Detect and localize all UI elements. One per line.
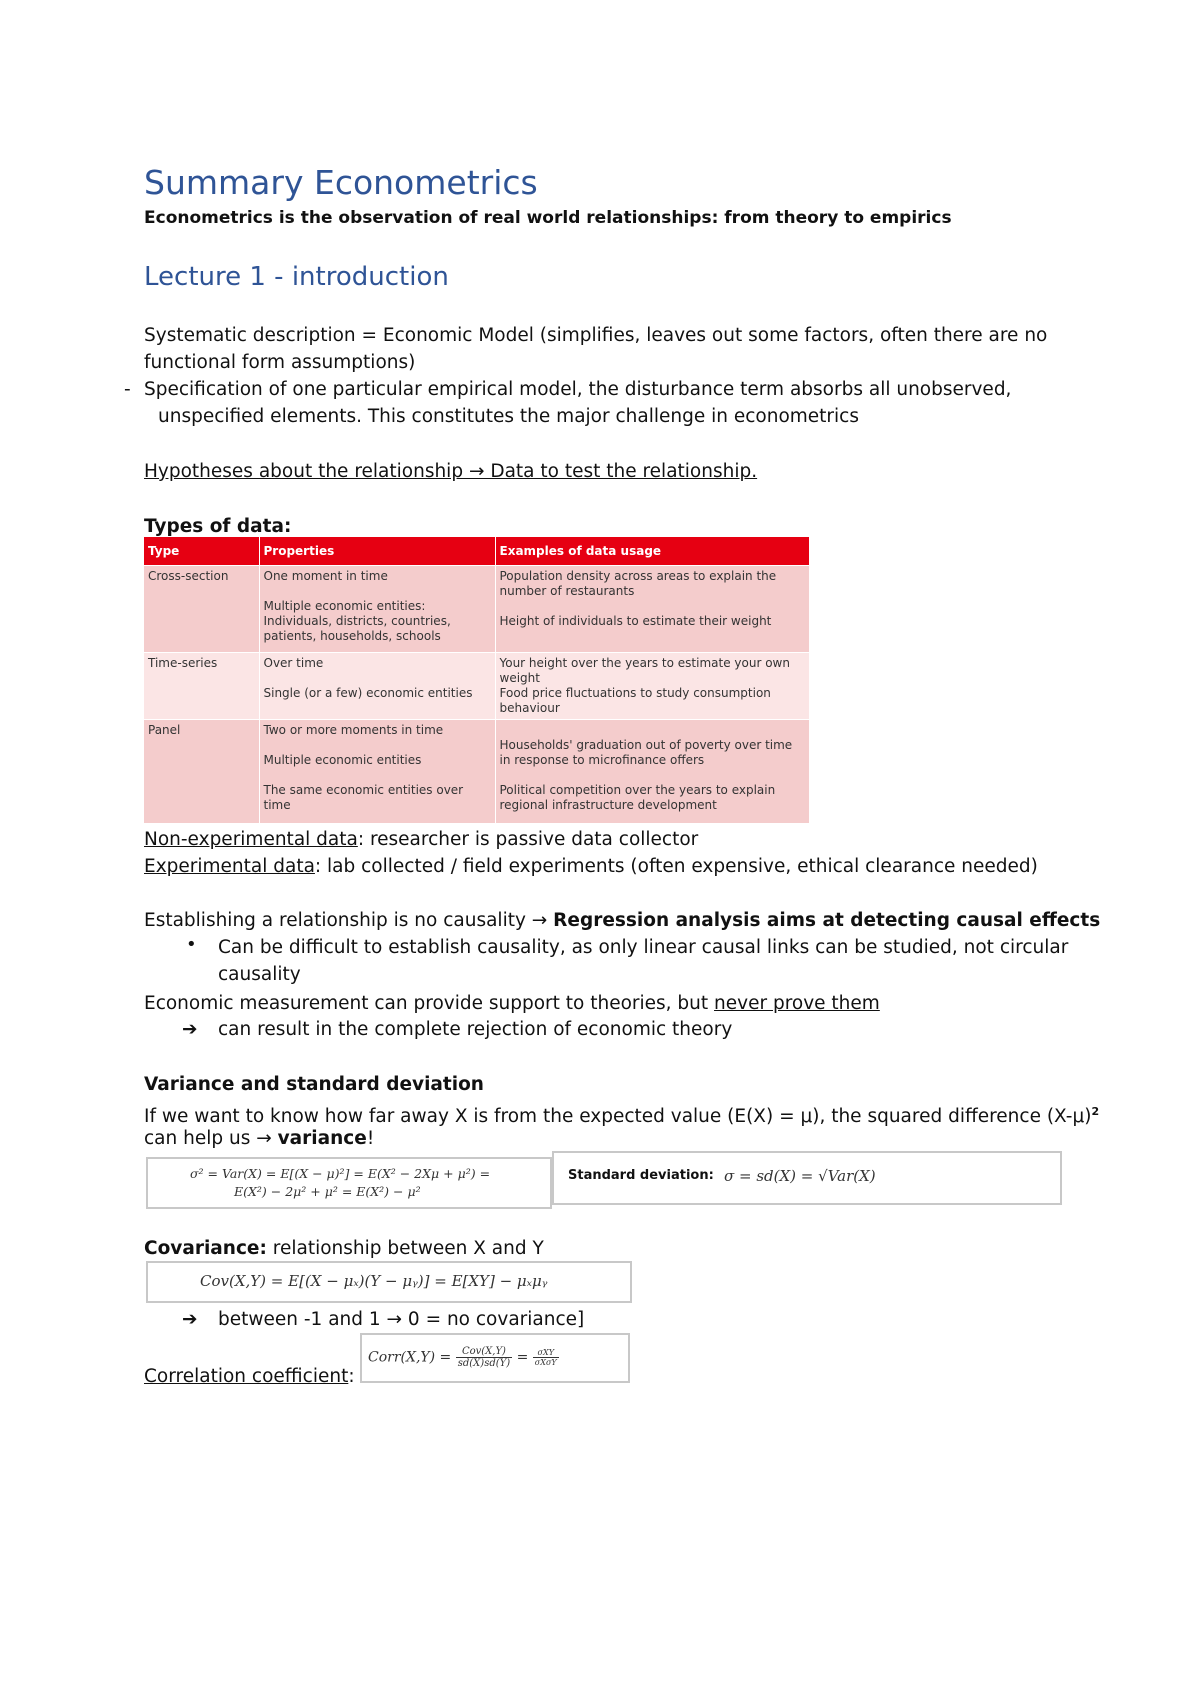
types-heading: Types of data: — [144, 516, 292, 537]
bullet-line-2: causality — [218, 964, 301, 985]
covariance-label: Covariance: — [144, 1238, 267, 1259]
cell-line: Over time — [263, 656, 324, 670]
experimental-label: Experimental data — [144, 856, 315, 877]
table-header-examples: Examples of data usage — [495, 537, 809, 566]
table-header-properties: Properties — [259, 537, 495, 566]
variance-heading: Variance and standard deviation — [144, 1074, 484, 1095]
causality-text: Establishing a relationship is no causality → — [144, 910, 554, 931]
experimental-line — [144, 853, 1038, 880]
cell-line: Two or more moments in time — [263, 723, 444, 737]
table-cell-examples — [495, 720, 809, 824]
variance-superscript: 2 — [1091, 1105, 1100, 1118]
standard-deviation-box — [552, 1151, 1062, 1205]
variance-formula-box — [146, 1157, 552, 1209]
measurement-line — [144, 990, 880, 1017]
covariance-text: relationship between X and Y — [266, 1238, 544, 1259]
cell-line: One moment in time — [263, 569, 388, 583]
systematic-line-2: functional form assumptions) — [144, 352, 416, 373]
variance-line2-post: ! — [366, 1128, 375, 1149]
spec-line-2: unspecified elements. This constitutes the major challenge in econometrics — [158, 406, 859, 427]
table-row — [144, 566, 809, 653]
correlation-formula — [368, 1346, 559, 1369]
measurement-text: Economic measurement can provide support to theories, but — [144, 993, 715, 1014]
variance-formula-line-2: E(X²) − 2μ² + μ² = E(X²) − μ² — [234, 1184, 421, 1199]
table-row — [144, 653, 809, 720]
arrow-icon: ➔ — [182, 1309, 198, 1330]
correlation-equals: = — [516, 1349, 529, 1366]
cell-line: in response to microfinance offers — [499, 753, 705, 767]
rejection-line: can result in the complete rejection of economic theory — [218, 1019, 733, 1040]
correlation-label: Correlation coefficient — [144, 1366, 349, 1387]
variance-text: If we want to know how far away X is from the expected value (E(X) = μ), the squared difference (X-μ) — [144, 1106, 1092, 1128]
hypotheses-line: Hypotheses about the relationship → Data to test the relationship. — [144, 461, 758, 482]
correlation-line — [144, 1363, 355, 1390]
data-types-table — [144, 537, 810, 823]
variance-line-2 — [144, 1125, 374, 1152]
causality-line — [144, 907, 1100, 934]
correlation-denominator: sd(X)sd(Y) — [457, 1358, 511, 1369]
correlation-colon: : — [348, 1366, 355, 1387]
cell-line: Political competition over the years to explain — [499, 783, 776, 797]
cell-line: regional infrastructure development — [499, 798, 717, 812]
cell-line: Multiple economic entities: — [263, 599, 426, 613]
lecture-heading: Lecture 1 - introduction — [144, 262, 449, 292]
covariance-formula-box — [146, 1261, 632, 1303]
cell-line: Food price fluctuations to study consumption — [499, 686, 771, 700]
nonexperimental-text: : researcher is passive data collector — [357, 829, 699, 850]
table-cell-examples — [495, 566, 809, 653]
table-cell-type: Panel — [144, 720, 259, 824]
cell-line: Individuals, districts, countries, — [263, 614, 451, 628]
correlation-sigma-denominator: σXσY — [534, 1358, 557, 1367]
spec-line-1: Specification of one particular empirical model, the disturbance term absorbs all unobserved, — [144, 379, 1012, 400]
variance-bold: variance — [277, 1128, 367, 1149]
dash-bullet: - — [124, 379, 131, 400]
cell-line: Population density across areas to explain the — [499, 569, 777, 583]
correlation-formula-box — [360, 1333, 630, 1383]
table-row — [144, 720, 809, 824]
correlation-fraction — [456, 1346, 512, 1369]
cell-line: Households' graduation out of poverty over time — [499, 738, 793, 752]
correlation-fraction-sigma — [533, 1348, 559, 1367]
arrow-icon: ➔ — [182, 1019, 198, 1040]
cell-line: Multiple economic entities — [263, 753, 422, 767]
nonexperimental-line — [144, 826, 698, 853]
sd-formula: σ = sd(X) = √Var(X) — [724, 1167, 876, 1185]
page-title: Summary Econometrics — [144, 163, 538, 202]
causality-bold: Regression analysis aims at detecting causal effects — [553, 910, 1101, 931]
table-cell-properties — [259, 566, 495, 653]
systematic-line-1: Systematic description = Economic Model (simplifies, leaves out some factors, often there are no — [144, 325, 1048, 346]
table-cell-type: Time-series — [144, 653, 259, 720]
cell-line: The same economic entities over — [263, 783, 464, 797]
covariance-formula: Cov(X,Y) = E[(X − μₓ)(Y − μᵧ)] = E[XY] − μₓμᵧ — [200, 1272, 548, 1290]
table-cell-examples — [495, 653, 809, 720]
covariance-range-line: between -1 and 1 → 0 = no covariance] — [218, 1309, 585, 1330]
variance-line2-pre: can help us → — [144, 1128, 278, 1149]
bullet-icon: • — [186, 934, 197, 955]
experimental-text: : lab collected / field experiments (often expensive, ethical clearance needed) — [314, 856, 1038, 877]
table-cell-properties — [259, 720, 495, 824]
covariance-line — [144, 1235, 544, 1262]
nonexperimental-label: Non-experimental data — [144, 829, 358, 850]
sd-label: Standard deviation: — [568, 1168, 714, 1183]
measurement-underlined: never prove them — [714, 993, 880, 1014]
table-header-type: Type — [144, 537, 259, 566]
variance-formula-line-1: σ² = Var(X) = E[(X − μ)²] = E(X² − 2Xμ + μ²) = — [190, 1166, 491, 1181]
cell-line: behaviour — [499, 701, 560, 715]
correlation-sigma-numerator: σXY — [533, 1348, 559, 1358]
cell-line: Your height over the years to estimate your own — [499, 656, 790, 670]
page-subtitle: Econometrics is the observation of real world relationships: from theory to empirics — [144, 208, 952, 228]
cell-line: Single (or a few) economic entities — [263, 686, 473, 700]
cell-line: Height of individuals to estimate their weight — [499, 614, 772, 628]
correlation-numerator: Cov(X,Y) — [456, 1346, 512, 1358]
correlation-lhs: Corr(X,Y) = — [368, 1349, 452, 1366]
cell-line: time — [263, 798, 291, 812]
cell-line: patients, households, schools — [263, 629, 441, 643]
cell-line: weight — [499, 671, 540, 685]
table-cell-type: Cross-section — [144, 566, 259, 653]
table-cell-properties — [259, 653, 495, 720]
bullet-line-1: Can be difficult to establish causality, as only linear causal links can be studied, not circular — [218, 937, 1069, 958]
cell-line: number of restaurants — [499, 584, 635, 598]
